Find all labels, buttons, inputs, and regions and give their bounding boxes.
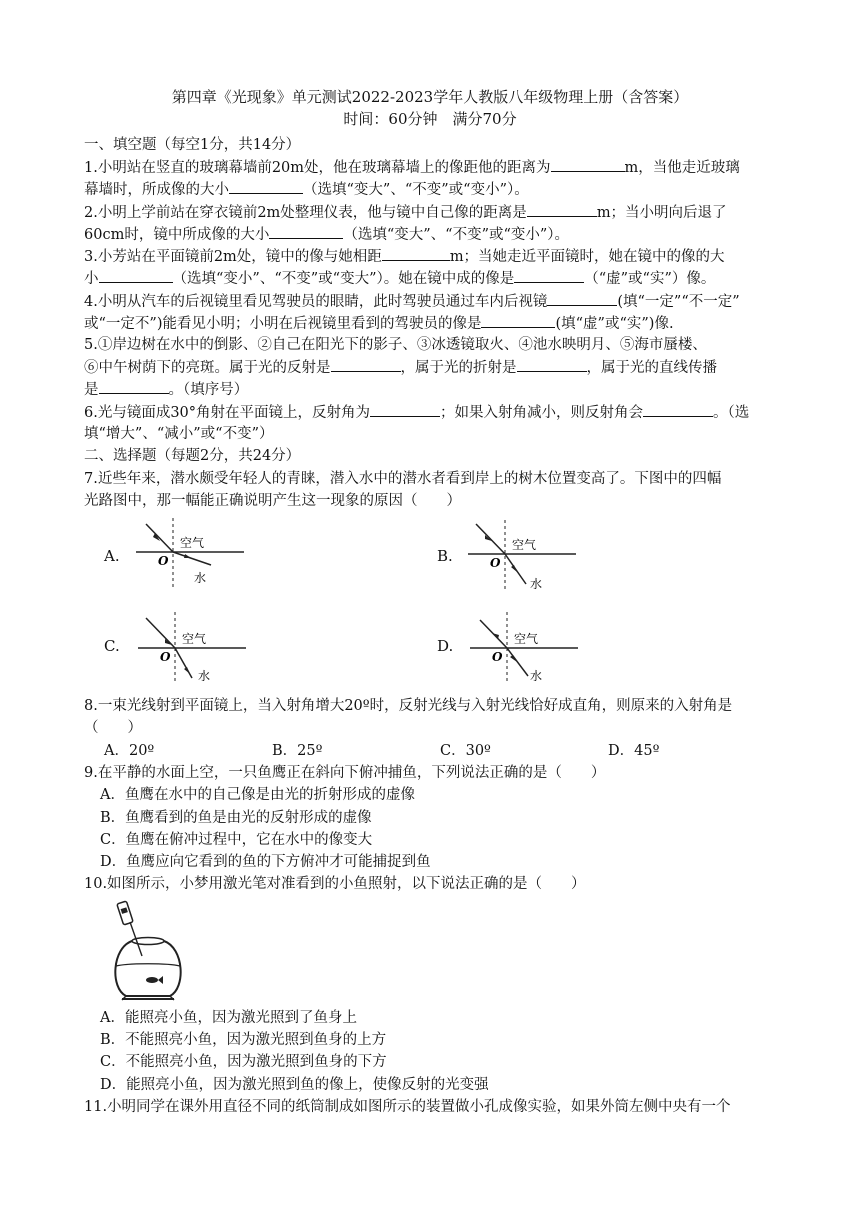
q8-option-a[interactable]: A．20º [104, 743, 155, 759]
origin-label: O [160, 650, 171, 664]
question-text: ；如果入射角减小，则反射角会 [440, 405, 644, 421]
answer-blank[interactable] [643, 400, 713, 417]
q10-option-a[interactable]: A．能照亮小鱼，因为激光照到了鱼身上 [100, 1010, 357, 1026]
answer-blank[interactable] [547, 289, 617, 306]
arrow-head [510, 655, 517, 662]
question-text: 。（选 [713, 405, 750, 421]
question-4-line-1 [84, 289, 740, 311]
refraction-diagram-c [138, 612, 248, 684]
question-text: m；当小明向后退了 [596, 205, 727, 221]
answer-blank[interactable] [269, 222, 343, 239]
question-7-line-2: 光路图中，那一幅能正确说明产生这一现象的原因（ ） [84, 493, 461, 509]
air-label: 空气 [180, 536, 205, 550]
question-text: 3.小芳站在平面镜前2m处，镜中的像与她相距 [84, 249, 382, 265]
question-6-line-1 [84, 400, 749, 422]
fish-icon [146, 976, 163, 984]
light-ray [507, 648, 528, 676]
question-6-line-2: 填“增大”、“减小”或“不变”） [84, 426, 274, 442]
page-title: 第四章《光现象》单元测试2022-2023学年人教版八年级物理上册（含答案） [171, 88, 689, 106]
water-label: 水 [198, 669, 211, 683]
question-text: （选填“变大”、“不变”或“变小”）。 [303, 182, 529, 198]
option-d-label[interactable]: D. [437, 637, 454, 655]
question-text: 2.小明上学前站在穿衣镜前2m处整理仪表，他与镜中自己像的距离是 [84, 205, 527, 221]
question-3-line-1 [84, 244, 725, 266]
q9-option-a[interactable]: A．鱼鹰在水中的自己像是由光的折射形成的虚像 [100, 787, 415, 803]
q10-option-d[interactable]: D．能照亮小鱼，因为激光照到鱼的像上，使像反射的光变强 [100, 1077, 489, 1093]
arrow-head [184, 554, 191, 558]
laser-pointer-icon [117, 901, 142, 956]
origin-label: O [492, 650, 503, 664]
light-ray [476, 524, 505, 554]
water-label: 水 [530, 669, 543, 683]
section-heading-fill-blank: 一、填空题（每空1分，共14分） [84, 137, 301, 153]
answer-blank[interactable] [514, 266, 584, 283]
question-text: （“虚”或“实”）像。 [584, 271, 716, 287]
question-text: 或“一定不”)能看见小明；小明在后视镜里看到的驾驶员的像是 [84, 316, 482, 332]
fishbowl-laser-figure [108, 900, 196, 1008]
refraction-diagram-b [468, 520, 578, 592]
question-text: ，属于光的直线传播 [586, 360, 717, 376]
fishbowl-icon [115, 938, 180, 1001]
question-7-line-1: 7.近些年来，潜水颇受年轻人的青睐，潜入水中的潜水者看到岸上的树木位置变高了。下图中的四幅 [84, 471, 722, 487]
light-ray [146, 524, 173, 552]
light-ray [173, 552, 211, 565]
refraction-diagram-a [136, 518, 246, 590]
option-c-label[interactable]: C. [104, 637, 120, 655]
option-a-label[interactable]: A. [104, 547, 120, 565]
answer-blank[interactable] [370, 400, 440, 417]
question-text: （选填“变小”、“不变”或“变大”）。她在镜中成的像是 [172, 271, 515, 287]
question-8-line-2: （ ） [84, 720, 142, 736]
question-10-stem: 10.如图所示，小梦用激光笔对准看到的小鱼照射，以下说法正确的是（ ） [84, 876, 586, 892]
question-5-line-3 [84, 377, 248, 399]
question-text: 幕墙时，所成像的大小 [84, 182, 229, 198]
question-3-line-2 [84, 266, 715, 288]
answer-blank[interactable] [527, 200, 597, 217]
question-text: （选填“变大”、“不变”或“变小”）。 [343, 227, 570, 243]
section-heading-choice: 二、选择题（每题2分，共24分） [84, 448, 301, 464]
answer-blank[interactable] [99, 266, 173, 283]
question-text: (填“一定”“不一定” [617, 294, 740, 310]
question-text: ⑥中午树荫下的亮斑。属于光的反射是 [84, 360, 331, 376]
q8-option-b[interactable]: B．25º [272, 743, 323, 759]
question-text: 60cm时，镜中所成像的大小 [84, 227, 270, 243]
option-b-label[interactable]: B. [437, 547, 453, 565]
light-ray [146, 618, 175, 648]
question-2-line-1 [84, 200, 727, 222]
question-text: 1.小明站在竖直的玻璃幕墙前20m处，他在玻璃幕墙上的像距他的距离为 [84, 160, 551, 176]
question-text: 小 [84, 271, 99, 287]
origin-label: O [158, 554, 169, 568]
question-8-line-1: 8.一束光线射到平面镜上，当入射角增大20º时，反射光线与入射光线恰好成直角，则原来的入射角是 [84, 698, 733, 714]
answer-blank[interactable] [229, 177, 303, 194]
answer-blank[interactable] [99, 377, 169, 394]
q9-option-c[interactable]: C．鱼鹰在俯冲过程中，它在水中的像变大 [100, 832, 373, 848]
question-text: 是 [84, 382, 99, 398]
question-11-stem: 11.小明同学在课外用直径不同的纸筒制成如图所示的装置做小孔成像实验，如果外筒左侧中央有一个 [84, 1099, 731, 1115]
answer-blank[interactable] [481, 311, 555, 328]
arrow-head [184, 667, 190, 674]
time-and-score: 时间：60分钟 满分70分 [343, 110, 517, 128]
q9-option-d[interactable]: D．鱼鹰应向它看到的鱼的下方俯冲才可能捕捉到鱼 [100, 854, 431, 870]
refraction-diagram-d [470, 612, 580, 684]
question-9-stem: 9.在平静的水面上空，一只鱼鹰正在斜向下俯冲捕鱼，下列说法正确的是（ ） [84, 765, 606, 781]
question-text: 。（填序号） [168, 382, 249, 398]
question-1-line-1 [84, 155, 740, 177]
q8-option-d[interactable]: D．45º [608, 743, 660, 759]
question-text: ，属于光的折射是 [400, 360, 517, 376]
answer-blank[interactable] [382, 244, 450, 261]
air-label: 空气 [512, 538, 537, 552]
air-label: 空气 [182, 632, 207, 646]
answer-blank[interactable] [517, 355, 587, 372]
question-text: m；当她走近平面镜时，她在镜中的像的大 [449, 249, 725, 265]
question-2-line-2 [84, 222, 569, 244]
arrow-head [511, 565, 517, 572]
question-text: 6.光与镜面成30°角射在平面镜上，反射角为 [84, 405, 371, 421]
air-label: 空气 [514, 632, 539, 646]
question-5-line-2 [84, 355, 717, 377]
q9-option-b[interactable]: B．鱼鹰看到的鱼是由光的反射形成的虚像 [100, 810, 372, 826]
arrow-head [492, 633, 499, 639]
question-text: 4.小明从汽车的后视镜里看见驾驶员的眼睛，此时驾驶员通过车内后视镜 [84, 294, 548, 310]
q8-option-c[interactable]: C．30º [440, 743, 491, 759]
water-label: 水 [194, 571, 207, 585]
origin-label: O [490, 556, 501, 570]
answer-blank[interactable] [551, 155, 625, 172]
q10-option-c[interactable]: C．不能照亮小鱼，因为激光照到鱼身的下方 [100, 1054, 387, 1070]
answer-blank[interactable] [331, 355, 401, 372]
water-label: 水 [530, 577, 543, 591]
q10-option-b[interactable]: B．不能照亮小鱼，因为激光照到鱼身的上方 [100, 1032, 387, 1048]
question-4-line-2 [84, 311, 674, 333]
question-5-line-1: 5.①岸边树在水中的倒影、②自己在阳光下的影子、③冰透镜取火、④池水映明月、⑤海市蜃楼、 [84, 337, 707, 353]
question-1-line-2 [84, 177, 529, 199]
question-text: m，当他走近玻璃 [624, 160, 740, 176]
question-text: (填“虚”或“实”)像. [555, 316, 674, 332]
